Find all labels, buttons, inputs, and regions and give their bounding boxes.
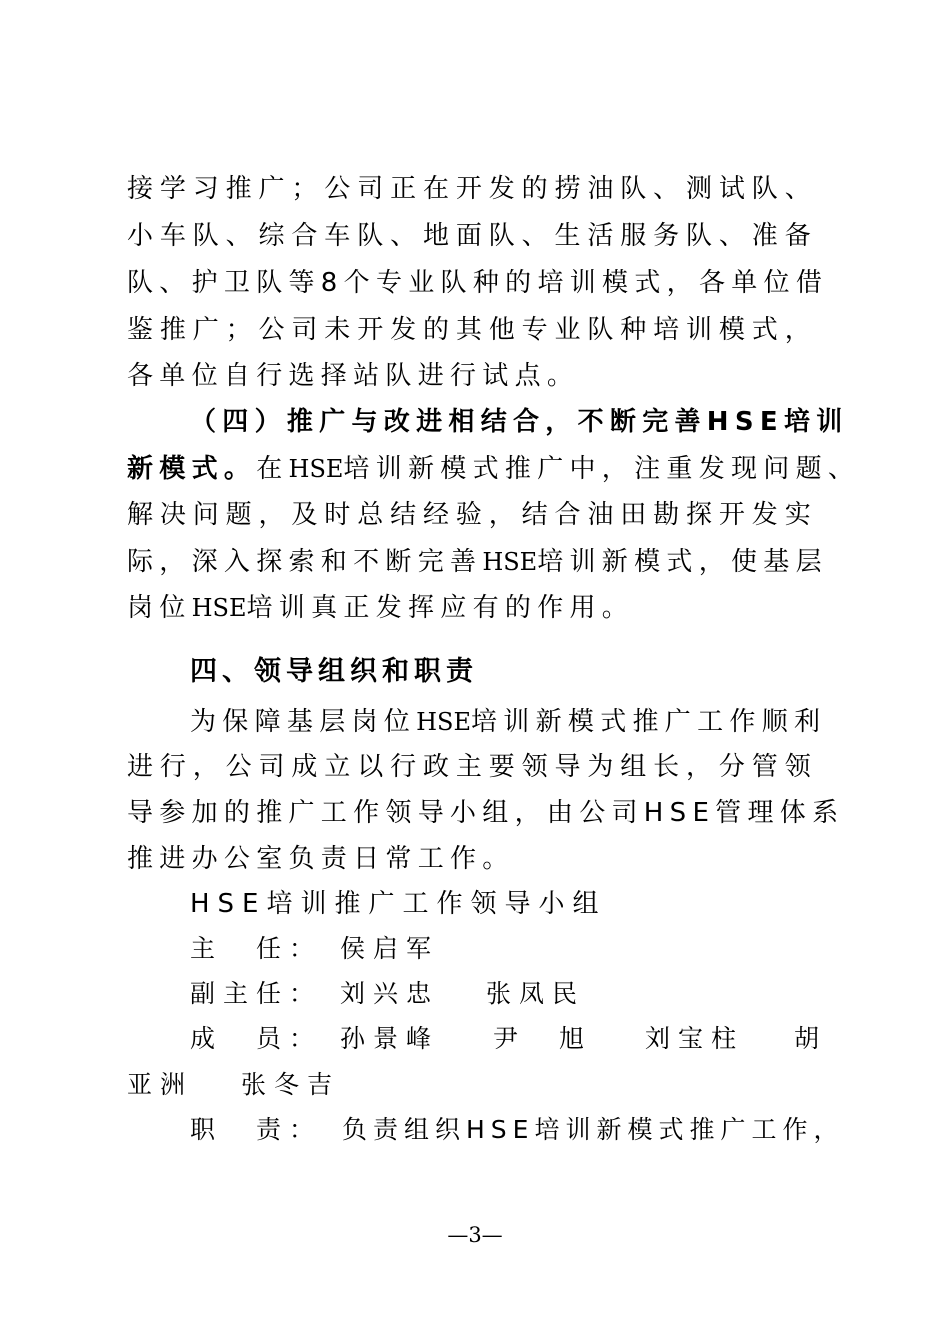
member-name: 刘宝柱 xyxy=(645,1024,745,1053)
subsection-heading: （四）推广与改进相结合，不断完善HSE培训 xyxy=(190,407,849,437)
members-label: 成 员： xyxy=(190,1024,323,1053)
deputy-name: 刘兴忠 xyxy=(340,979,440,1008)
paragraph-line: 鉴推广；公司未开发的其他专业队种培训模式， xyxy=(127,315,817,345)
director-name: 侯启军 xyxy=(340,934,440,963)
subsection-heading-cont: 新模式。 xyxy=(127,454,257,484)
paragraph-line xyxy=(190,705,827,739)
text-run: 培训新模式推广工作顺利 xyxy=(471,707,827,737)
paragraph-line xyxy=(127,452,861,486)
text-run: 培训真正发挥应有的作用。 xyxy=(246,593,635,623)
duty-label: 职 责： xyxy=(190,1115,323,1144)
text-run: HSE xyxy=(191,594,247,622)
director-label: 主 任： xyxy=(190,934,323,963)
paragraph-line: 小车队、综合车队、地面队、生活服务队、准备 xyxy=(127,221,817,251)
group-title: HSE培训推广工作领导小组 xyxy=(190,889,607,919)
text-run: 培训新模式，使基层 xyxy=(537,547,828,577)
paragraph-line: 解决问题，及时总结经验，结合油田勘探开发实 xyxy=(127,500,817,530)
paragraph-line xyxy=(127,545,828,579)
paragraph-line: 进行，公司成立以行政主要领导为组长，分管领 xyxy=(127,752,817,782)
paragraph-line: 队、护卫队等8个专业队种的培训模式，各单位借 xyxy=(127,268,829,298)
paragraph-line: 导参加的推广工作领导小组，由公司HSE管理体系 xyxy=(127,798,845,828)
paragraph-line: 接学习推广；公司正在开发的捞油队、测试队、 xyxy=(127,174,817,204)
section-heading: 四、领导组织和职责 xyxy=(190,656,478,687)
text-run: 在 xyxy=(256,454,289,484)
member-name: 孙景峰 xyxy=(340,1024,440,1053)
text-run: HSE xyxy=(288,455,344,483)
member-name: 亚洲 xyxy=(127,1070,194,1099)
deputy-label: 副主任： xyxy=(190,979,323,1008)
paragraph-line xyxy=(127,591,817,625)
page-number: —3— xyxy=(447,1223,503,1247)
text-run: HSE xyxy=(416,708,471,736)
paragraph-line: 各单位自行选择站队进行试点。 xyxy=(127,361,580,391)
paragraph-line: 推进办公室负责日常工作。 xyxy=(127,844,515,874)
member-name: 尹 旭 xyxy=(493,1024,593,1053)
deputy-name: 张凤民 xyxy=(486,979,586,1008)
text-run: 为保障基层岗位 xyxy=(190,707,417,737)
text-run: 培训新模式推广中，注重发现问题、 xyxy=(343,454,861,484)
text-run: 际，深入探索和不断完善 xyxy=(127,547,483,577)
text-run: HSE xyxy=(482,548,538,576)
text-run: 岗位 xyxy=(127,593,192,623)
member-name: 张冬吉 xyxy=(241,1070,341,1099)
duty-text: 负责组织HSE培训新模式推广工作， xyxy=(342,1115,845,1144)
member-name: 胡 xyxy=(794,1024,828,1053)
